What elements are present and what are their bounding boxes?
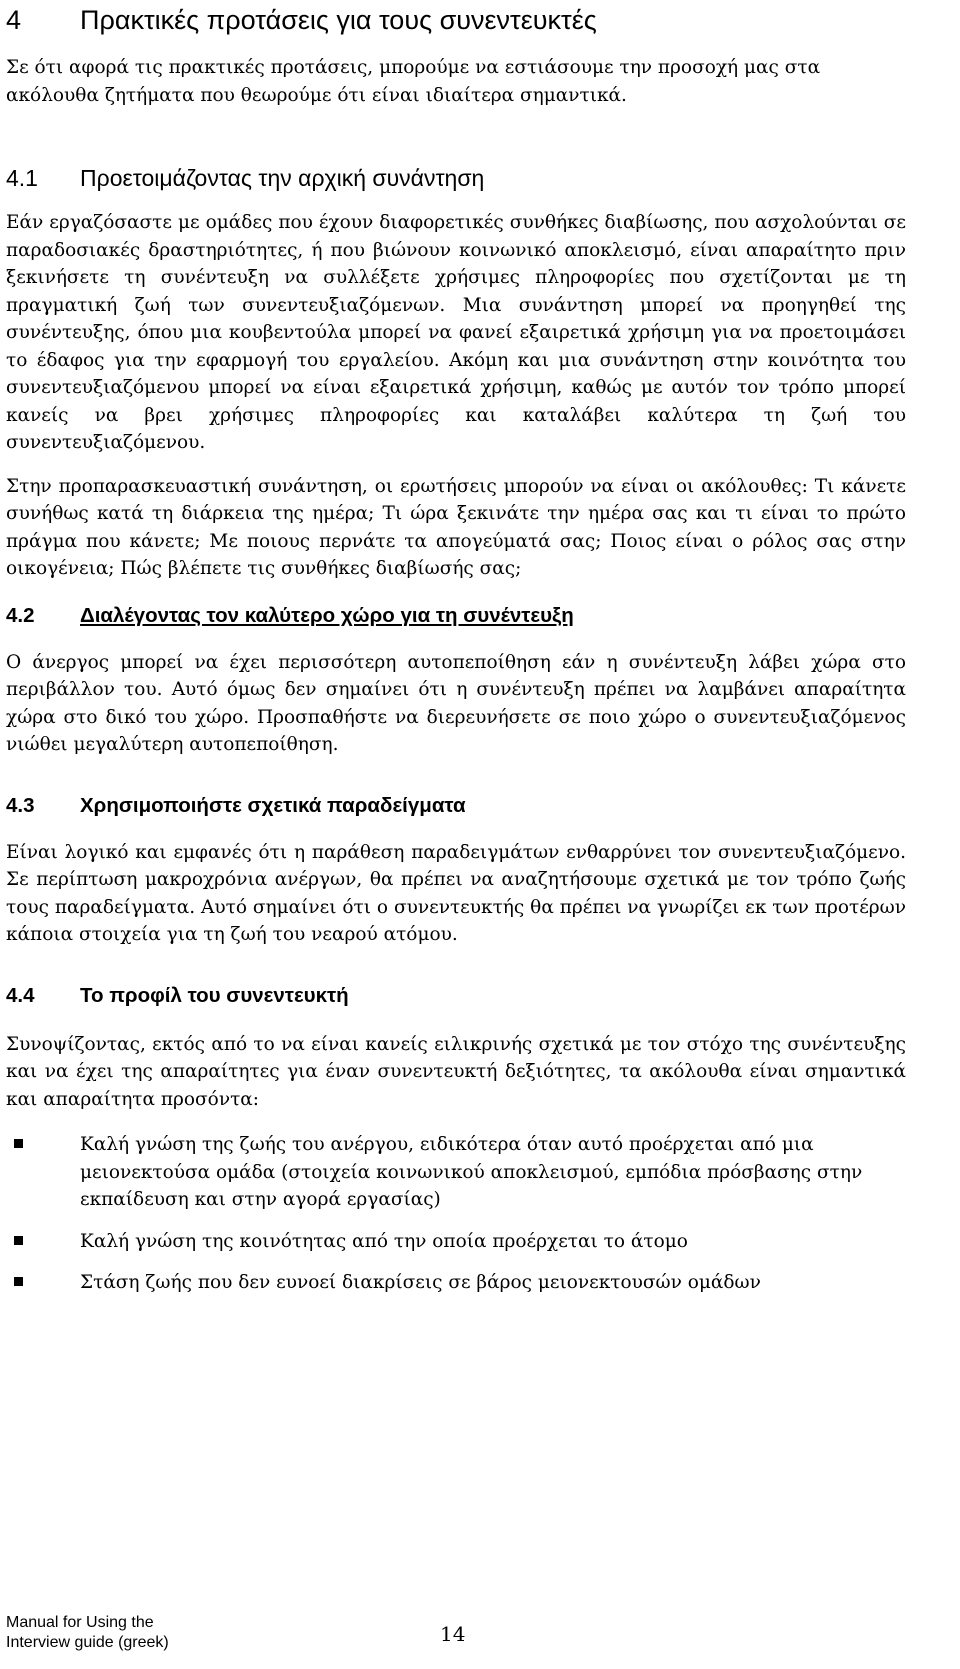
section-heading — [6, 161, 906, 195]
list-item — [6, 1131, 906, 1214]
list-item — [6, 1269, 906, 1297]
list-item-text: Στάση ζωής που δεν ευνοεί διακρίσεις σε βάρος μειονεκτουσών ομάδων — [80, 1272, 761, 1293]
page-number: 14 — [440, 1622, 466, 1646]
section-4-2 — [6, 599, 906, 759]
section-heading — [6, 979, 906, 1013]
list-item-text: Καλή γνώση της ζωής του ανέργου, ειδικότερα όταν αυτό προέρχεται από μια μειονεκτούσα ομάδα (στοιχεία κοινωνικού αποκλεισμού, εμπόδια πρόσβασης στην εκπαίδευση και στην αγορά εργασίας) — [80, 1134, 863, 1210]
section-4-4 — [6, 979, 906, 1297]
section-title: Προετοιμάζοντας την αρχική συνάντηση — [80, 165, 485, 191]
section-4-3 — [6, 789, 906, 949]
footer-line: Interview guide (greek) — [6, 1634, 169, 1651]
list-item — [6, 1228, 906, 1256]
qualifications-list — [6, 1131, 906, 1297]
section-title: Το προφίλ του συνεντευκτή — [80, 983, 349, 1007]
section-number: 4.2 — [6, 603, 35, 627]
body-paragraph: Στην προπαρασκευαστική συνάντηση, οι ερωτήσεις μπορούν να είναι οι ακόλουθες: Τι κάνετε συνήθως κατά τη διάρκεια της ημέρα; Τι ώρα ξεκινάτε την ημέρα σας και τι είναι το πρώτο πράγμα που κάνετε; Με ποιους περνάτε τα απογεύματά σας; Ποιος είναι ο ρόλος σας στην οικογένεια; Πώς βλέπετε τις συνθήκες διαβίωσής σας; — [6, 475, 906, 579]
body-paragraph: Συνοψίζοντας, εκτός από το να είναι κανείς ειλικρινής σχετικά με τον στόχο της συνέντευξης και να έχει της απαραίτητες για έναν συνεντευκτή δεξιότητες, τα ακόλουθα είναι σημαντικά και απαραίτητα προσόντα: — [6, 1033, 906, 1110]
chapter-heading — [6, 0, 906, 38]
intro-paragraph: Σε ότι αφορά τις πρακτικές προτάσεις, μπορούμε να εστιάσουμε την προσοχή μας στα ακόλουθα ζητήματα που θεωρούμε ότι είναι ιδιαίτερα σημαντικά. — [6, 57, 821, 106]
section-heading — [6, 599, 906, 633]
square-bullet-icon — [14, 1236, 23, 1245]
section-4-1 — [6, 161, 906, 583]
section-title: Διαλέγοντας τον καλύτερο χώρο για τη συνέντευξη — [80, 603, 574, 627]
section-heading — [6, 789, 906, 823]
square-bullet-icon — [14, 1139, 23, 1148]
square-bullet-icon — [14, 1277, 23, 1286]
chapter-number: 4 — [6, 5, 22, 35]
chapter-title: Πρακτικές προτάσεις για τους συνεντευκτές — [80, 5, 597, 35]
list-item-text: Καλή γνώση της κοινότητας από την οποία προέρχεται το άτομο — [80, 1230, 688, 1252]
section-number: 4.3 — [6, 793, 35, 817]
section-number: 4.1 — [6, 165, 38, 191]
body-paragraph: Εάν εργαζόσαστε με ομάδες που έχουν διαφορετικές συνθήκες διαβίωσης, που ασχολούνται σε παραδοσιακές δραστηριότητες, ή που βιώνουν κοινωνικό αποκλεισμό, είναι απαραίτητο πριν ξεκινήσετε τη συνέντευξη να συλλέξετε χρήσιμες πληροφορίες που σχετίζονται με τη πραγματική ζωή των συνεντευξιαζόμενων. Μια συνάντηση μπορεί να προηγηθεί της συνέντευξης, όπου μια κουβεντούλα μπορεί να φανεί εξαιρετικά χρήσιμη για να προετοιμάσει το έδαφος για την εφαρμογή του εργαλείου. Ακόμη και μια συνάντηση στην κοινότητα του συνεντευξιαζόμενου μπορεί να είναι εξαιρετικά χρήσιμη, καθώς με αυτόν τον τρόπο μπορεί κανείς να βρει χρήσιμες πληροφορίες και καταλάβει καλύτερα τη ζωή του συνεντευξιαζόμενου. — [6, 212, 906, 453]
document-page — [6, 0, 906, 1311]
footer-text — [6, 1613, 169, 1653]
section-number: 4.4 — [6, 983, 35, 1007]
footer-line: Manual for Using the — [6, 1614, 154, 1631]
body-paragraph: Είναι λογικό και εμφανές ότι η παράθεση παραδειγμάτων ενθαρρύνει τον συνεντευξιαζόμενο. Σε περίπτωση μακροχρόνια ανέργων, θα πρέπει να αναζητήσουμε σχετικά με τον τρόπο ζωής τους παραδείγματα. Αυτό σημαίνει ότι ο συνεντευκτής θα πρέπει να γνωρίζει εκ των προτέρων κάποια στοιχεία για τη ζωή του νεαρού ατόμου. — [6, 841, 906, 945]
section-title: Χρησιμοποιήστε σχετικά παραδείγματα — [80, 793, 466, 817]
body-paragraph: Ο άνεργος μπορεί να έχει περισσότερη αυτοπεποίθηση εάν η συνέντευξη λάβει χώρα στο περιβάλλον του. Αυτό όμως δεν σημαίνει ότι η συνέντευξη πρέπει να λαμβάνει απαραίτητα χώρα στο δικό του χώρο. Προσπαθήστε να διερευνήσετε σε ποιο χώρο ο συνεντευξιαζόμενος νιώθει μεγαλύτερη αυτοπεποίθηση. — [6, 651, 906, 755]
